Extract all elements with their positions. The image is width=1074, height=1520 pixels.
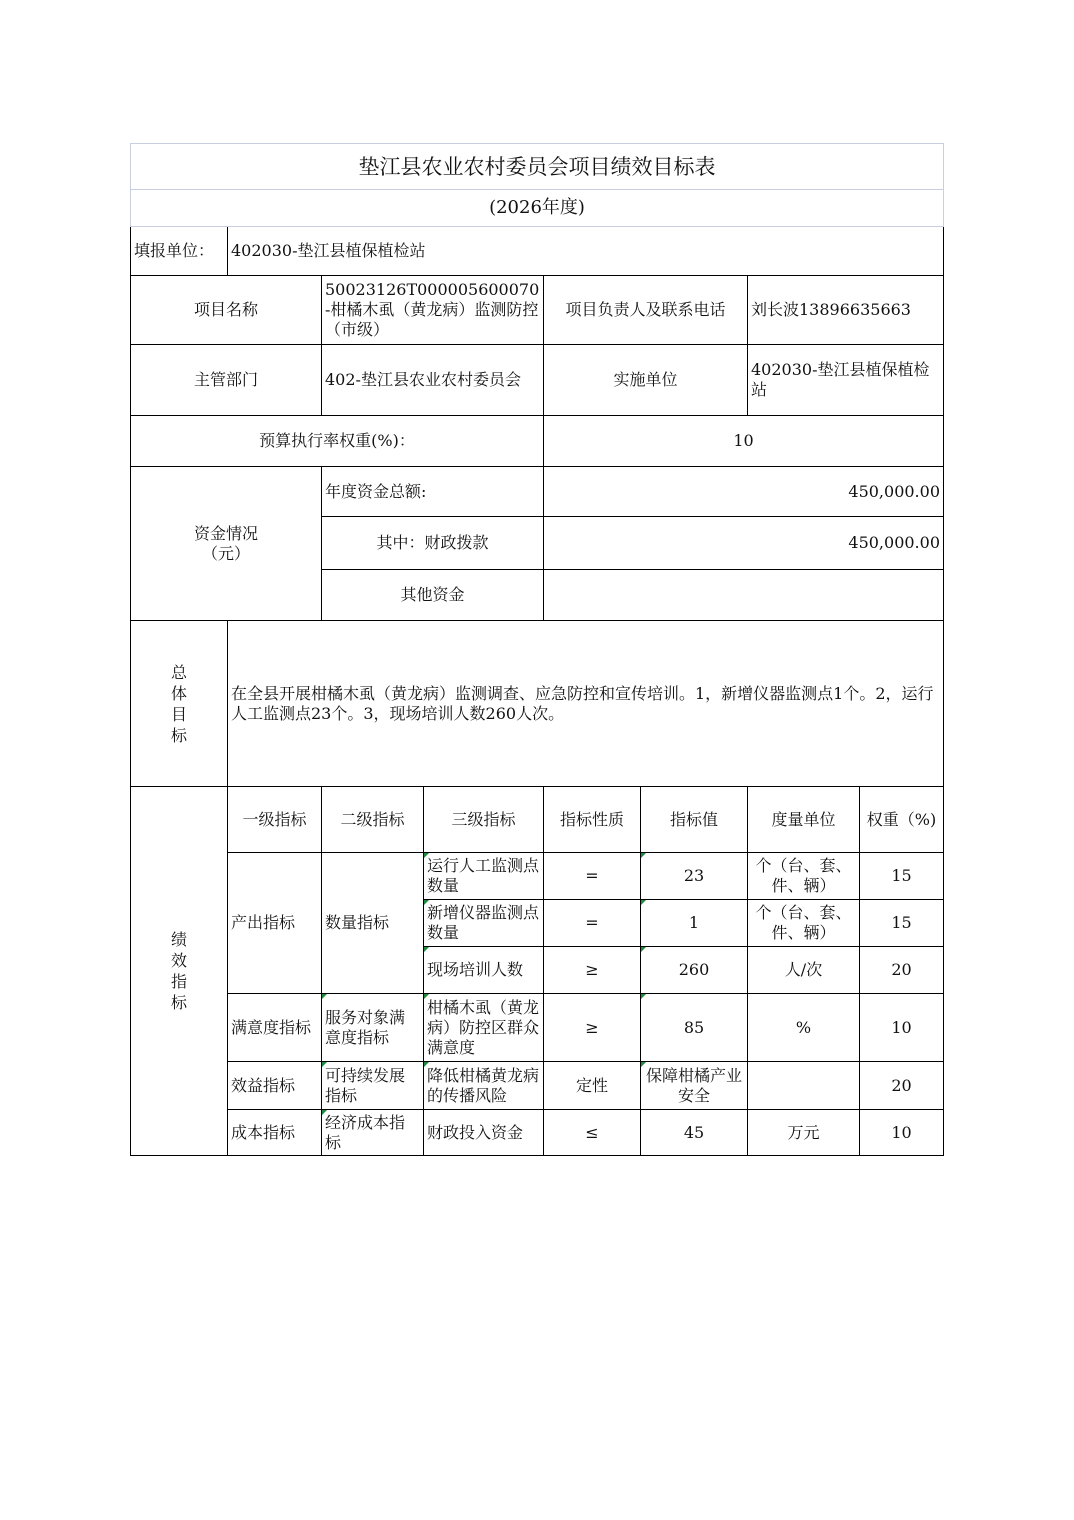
funds-fiscal-label: 其中：财政拨款	[322, 517, 544, 570]
project-name-label: 项目名称	[131, 276, 322, 345]
cell-weight: 15	[860, 853, 944, 900]
header-unit: 度量单位	[748, 787, 860, 853]
budget-weight-label: 预算执行率权重(%)：	[131, 416, 544, 467]
table-row	[131, 994, 944, 1062]
cell-value: 1	[641, 900, 748, 947]
cell-l3: 现场培训人数	[424, 947, 544, 994]
cell-unit: 人/次	[748, 947, 860, 994]
goal-text: 在全县开展柑橘木虱（黄龙病）监测调查、应急防控和宣传培训。1，新增仪器监测点1个。2，运行人工监测点23个。3，现场培训人数260人次。	[228, 621, 944, 787]
table-row	[131, 853, 944, 900]
dept-label: 主管部门	[131, 345, 322, 416]
cell-nature: =	[544, 900, 641, 947]
header-l1: 一级指标	[228, 787, 322, 853]
cell-l1: 效益指标	[228, 1062, 322, 1110]
funds-other-label: 其他资金	[322, 570, 544, 621]
page-title: 垫江县农业农村委员会项目绩效目标表	[131, 144, 944, 190]
cell-nature: ≤	[544, 1110, 641, 1156]
funds-total-value: 450,000.00	[544, 467, 944, 517]
header-l2: 二级指标	[322, 787, 424, 853]
goal-label: 总 体 目 标	[131, 621, 228, 787]
cell-value: 260	[641, 947, 748, 994]
impl-value: 402030-垫江县植保植检站	[748, 345, 944, 416]
cell-l3: 新增仪器监测点数量	[424, 900, 544, 947]
cell-value: 45	[641, 1110, 748, 1156]
perf-label: 绩 效 指 标	[131, 787, 228, 1156]
cell-unit: 个（台、套、件、辆）	[748, 900, 860, 947]
cell-nature: 定性	[544, 1062, 641, 1110]
cell-l1: 成本指标	[228, 1110, 322, 1156]
cell-l3: 降低柑橘黄龙病的传播风险	[424, 1062, 544, 1110]
table-row	[131, 1110, 944, 1156]
dept-value: 402-垫江县农业农村委员会	[322, 345, 544, 416]
header-weight: 权重（%)	[860, 787, 944, 853]
cell-unit	[748, 1062, 860, 1110]
cell-l2: 数量指标	[322, 853, 424, 994]
project-name-value: 50023126T000005600070-柑橘木虱（黄龙病）监测防控（市级）	[322, 276, 544, 345]
cell-weight: 10	[860, 994, 944, 1062]
cell-weight: 15	[860, 900, 944, 947]
funds-other-value	[544, 570, 944, 621]
impl-label: 实施单位	[544, 345, 748, 416]
header-nature: 指标性质	[544, 787, 641, 853]
cell-l3: 运行人工监测点数量	[424, 853, 544, 900]
cell-weight: 20	[860, 1062, 944, 1110]
cell-l2: 可持续发展指标	[322, 1062, 424, 1110]
cell-nature: ≥	[544, 947, 641, 994]
cell-unit: 万元	[748, 1110, 860, 1156]
funds-label: 资金情况 （元）	[131, 467, 322, 621]
fill-unit-value: 402030-垫江县植保植检站	[228, 227, 944, 276]
cell-l2: 服务对象满意度指标	[322, 994, 424, 1062]
budget-weight-value: 10	[544, 416, 944, 467]
performance-table	[130, 143, 943, 1156]
cell-l1: 产出指标	[228, 853, 322, 994]
cell-value: 保障柑橘产业安全	[641, 1062, 748, 1110]
project-leader-value: 刘长波13896635663	[748, 276, 944, 345]
cell-nature: =	[544, 853, 641, 900]
cell-unit: 个（台、套、件、辆）	[748, 853, 860, 900]
cell-l2: 经济成本指标	[322, 1110, 424, 1156]
cell-weight: 10	[860, 1110, 944, 1156]
project-leader-label: 项目负责人及联系电话	[544, 276, 748, 345]
cell-unit: %	[748, 994, 860, 1062]
year-label: (2026年度)	[131, 190, 944, 227]
cell-l3: 柑橘木虱（黄龙病）防控区群众满意度	[424, 994, 544, 1062]
cell-l3: 财政投入资金	[424, 1110, 544, 1156]
header-value: 指标值	[641, 787, 748, 853]
fill-unit-label: 填报单位：	[131, 227, 228, 276]
header-l3: 三级指标	[424, 787, 544, 853]
cell-nature: ≥	[544, 994, 641, 1062]
funds-total-label: 年度资金总额:	[322, 467, 544, 517]
cell-value: 85	[641, 994, 748, 1062]
cell-weight: 20	[860, 947, 944, 994]
table-row	[131, 1062, 944, 1110]
cell-l1: 满意度指标	[228, 994, 322, 1062]
funds-fiscal-value: 450,000.00	[544, 517, 944, 570]
cell-value: 23	[641, 853, 748, 900]
